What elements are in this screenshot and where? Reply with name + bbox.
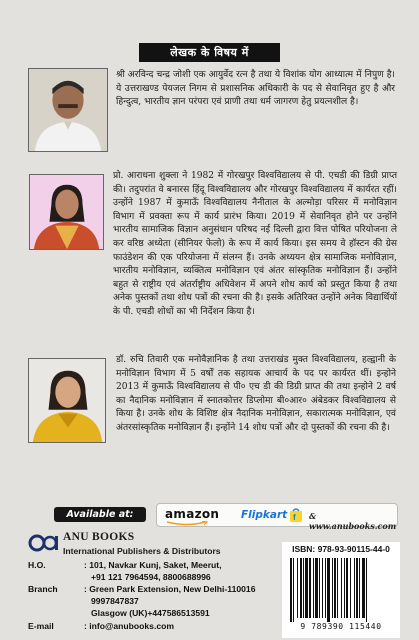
website-link[interactable]: & www.anubooks.com	[309, 511, 397, 531]
branch-label: Branch	[28, 584, 58, 594]
author-photo	[28, 358, 106, 443]
publisher-tagline: International Publishers & Distributors	[63, 546, 221, 556]
isbn-label: ISBN: 978-93-90115-44-0	[282, 542, 400, 556]
author-bio: प्रो. आराधना शुक्ला ने 1982 में गोरखपुर विश्वविद्यालय से पी. एचडी की डिग्री प्राप्त की। तदुपरांत वे बनारस हिंदू विश्वविद्यालय और गोरखपुर विश्वविद्यालय में कार्यरत रहीं। उन्होंने 1987 में कुमाऊँ विश्वविद्यालय नैनीताल के अल्मोड़ा परिसर में मनोविज्ञान विभाग में प्रवक्ता रूप में कार्य प्रारंभ किया। 2019 में सेवानिवृत होने पर उन्होंने भारतीय सामाजिक विज्ञान अनुसंधान परिषद नई दिल्ली द्वारा वित्त पोषित परियोजना ले कर वरिष्ठ अध्येता (सीनियर फेलो) के रूप में कार्य किया। इस समय वे हॉस्टन की ग्रेस फाउंडेशन की एक परियोजना में संलग्न हैं। उनके अध्ययन क्षेत्र सामाजिक मनोविज्ञान, भारतीय मनोविज्ञान, व्यक्तित्व मनोविज्ञान एवं अंतर सांस्कृतिक मनोविज्ञान हैं। उन्होंने बहुत से राष्ट्रीय एवं अंतर्राष्ट्रीय अधिवेशन में अपने शोध कार्य को प्रस्तुत किया है तथा अनेक पुस्तकों तथा शोध पत्रों की रचना की है। इसके अतिरिक्त उन्होंने अनेक विद्यार्थियों के पी. एचडी शोधों का भी निर्देशन किया है।	[113, 171, 397, 317]
author-bio: डॉ. रुचि तिवारी एक मनोवैज्ञानिक है तथा उत्तराखंड मुक्त विश्वविद्यालय, हल्द्वानी के मनोविज्ञान विभाग में 5 वर्षों तक सहायक आचार्य के पद पर कार्यरत थीं। इन्होने 2013 में कुमाऊँ विश्वविद्यालय से पी० एच डी की डिग्री प्राप्त की तथा इन्होने 2 वर्ष का नैदानिक मनोविज्ञान में स्नातकोत्तर डिप्लोमा बी०आर० अंबेडकर विश्वविद्यालय से किया है। उनके शोध के विशिष्ट क्षेत्र नैदानिक मनोविज्ञान, सकारात्मक मनोविज्ञान, एवं अंतरसांस्कृतिक मनोविज्ञान हैं। इन्होंने 14 शोध पत्रों और दो पुस्तकों की रचना की है।	[116, 355, 396, 433]
email-label: E-mail	[28, 621, 54, 631]
author-entry	[0, 170, 419, 350]
ho-phone: +91 121 7964594, 8800688996	[91, 572, 211, 582]
author-entry	[0, 354, 419, 494]
flipkart-logo[interactable]: Flipkart	[241, 509, 288, 521]
anu-books-logo-icon	[28, 532, 60, 554]
available-at-label: Available at:	[54, 507, 146, 522]
branch-uk-phone: Glasgow (UK)+447586513591	[91, 608, 210, 618]
store-logos	[156, 503, 398, 531]
isbn-barcode-block	[282, 542, 400, 638]
author-bio: श्री अरविन्द चन्द्र जोशी एक आयुर्वेद रत्न है तथा ये विशांक योग आध्यात्म में निपुण है। ये उत्तराखण्ड पेयजल निगम से प्रशासनिक अधिकारी के पद से सेवानिवृत हुए है और हिन्दुत्व, भारतीय ज्ञान परंपरा एवं प्राणी तथा धर्म जागरण हेतु प्रयत्नशील है।	[116, 70, 395, 108]
flipkart-bag-icon	[289, 508, 303, 523]
email-address[interactable]: : info@anubooks.com	[84, 621, 175, 631]
amazon-smile-icon	[165, 521, 209, 526]
author-entry	[0, 68, 419, 158]
publisher-name: ANU BOOKS	[63, 531, 135, 543]
amazon-logo[interactable]: amazon	[165, 507, 220, 521]
branch-address: : Green Park Extension, New Delhi-110016	[84, 584, 256, 594]
ho-label: H.O.	[28, 560, 46, 570]
barcode-icon	[288, 558, 394, 622]
section-title: लेखक के विषय में	[139, 43, 280, 62]
author-photo	[28, 68, 108, 152]
author-photo	[29, 174, 104, 250]
ho-address: : 101, Navkar Kunj, Saket, Meerut,	[84, 560, 222, 570]
branch-phone: 9997847837	[91, 596, 139, 606]
svg-text:f: f	[293, 513, 296, 522]
availability-bar	[40, 503, 397, 531]
barcode-digits: 9 789390 115440	[300, 622, 382, 631]
